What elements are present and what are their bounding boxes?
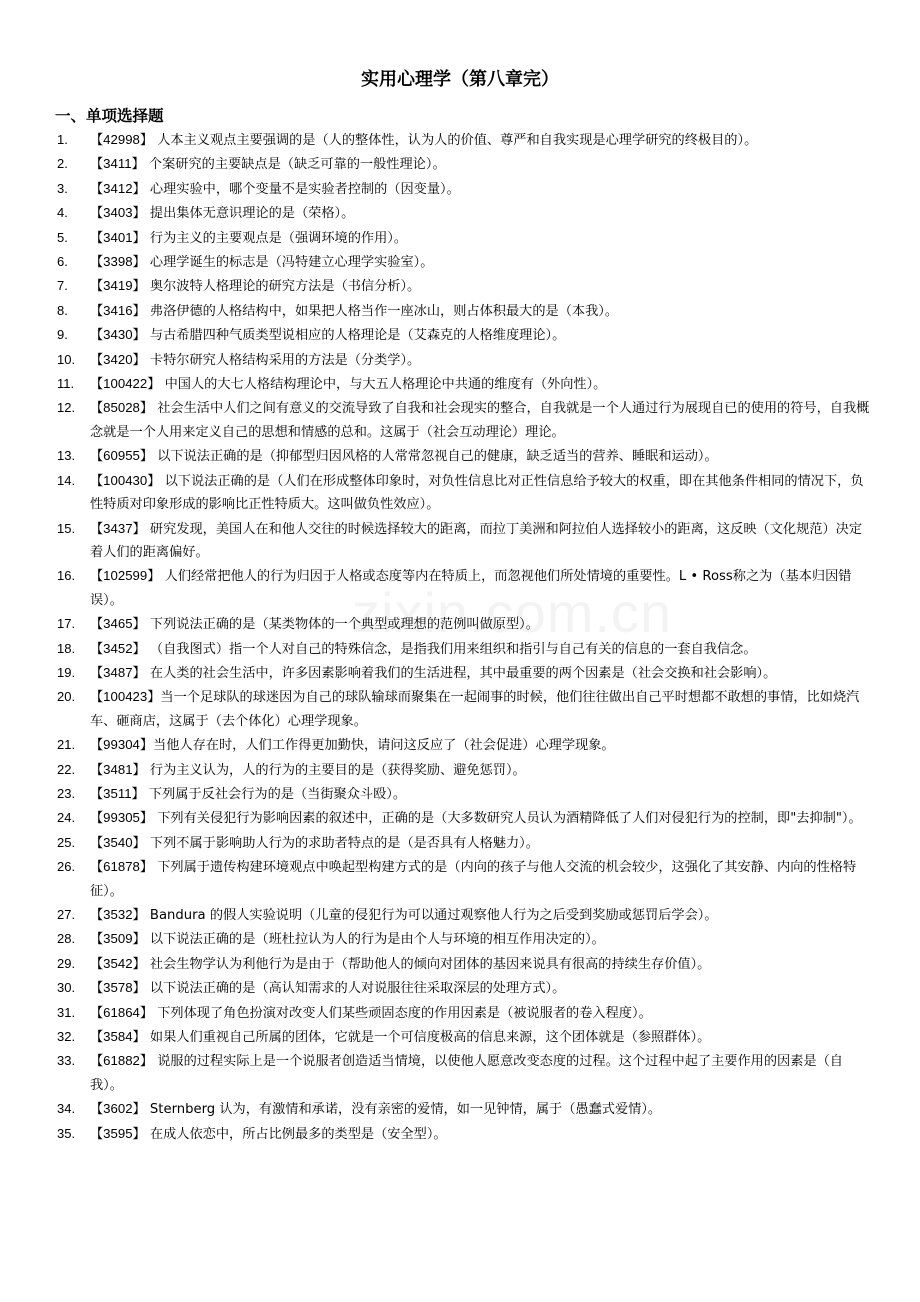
question-number: 1. xyxy=(57,132,68,147)
question-item xyxy=(0,323,920,347)
question-number: 23. xyxy=(57,785,76,801)
question-text: 当一个足球队的球迷因为自己的球队输球而聚集在一起闹事的时候，他们往往做出自己平时想都不敢想的事情，比如烧汽车、砸商店，这属于（去个体化）心理学现象。 xyxy=(90,690,860,729)
question-code: 【3602】 xyxy=(90,1101,146,1117)
question-item xyxy=(0,1122,920,1146)
question-number: 31. xyxy=(57,1004,76,1020)
question-number: 4. xyxy=(57,205,68,221)
question-number: 8. xyxy=(57,302,68,318)
question-item xyxy=(0,299,920,323)
question-number: 15. xyxy=(57,520,76,536)
question-item xyxy=(0,855,920,903)
question-number: 35. xyxy=(57,1125,76,1141)
question-code: 【3420】 xyxy=(90,351,146,367)
question-item xyxy=(0,517,920,565)
question-code: 【3419】 xyxy=(90,278,146,294)
question-text: 心理实验中，哪个变量不是实验者控制的（因变量）。 xyxy=(145,181,460,197)
question-number: 21. xyxy=(57,737,76,753)
question-text: 中国人的大七人格结构理论中，与大五人格理论中共通的维度有（外向性）。 xyxy=(160,377,607,393)
question-code: 【3584】 xyxy=(90,1029,146,1045)
question-number: 10. xyxy=(57,351,76,367)
question-item xyxy=(0,274,920,298)
question-number: 9. xyxy=(57,327,68,343)
question-item xyxy=(0,1049,920,1097)
question-item xyxy=(0,927,920,951)
question-code: 【42998】 xyxy=(90,132,154,147)
question-text: Bandura 的假人实验说明（儿童的侵犯行为可以通过观察他人行为之后受到奖励或惩罚后学会）。 xyxy=(145,908,718,923)
question-code: 【3401】 xyxy=(90,229,146,245)
question-item xyxy=(0,758,920,782)
question-number: 7. xyxy=(57,278,68,294)
question-number: 17. xyxy=(57,616,76,632)
question-text: 奥尔波特人格理论的研究方法是（书信分析）。 xyxy=(145,279,421,295)
question-code: 【3595】 xyxy=(90,1125,146,1141)
question-text: 下列不属于影响助人行为的求助者特点的是（是否具有人格魅力）。 xyxy=(145,835,539,851)
document-title: 实用心理学（第八章完） xyxy=(361,69,559,90)
question-number: 5. xyxy=(57,229,68,245)
question-code: 【61864】 xyxy=(90,1004,154,1020)
question-number: 25. xyxy=(57,834,76,850)
question-code: 【99305】 xyxy=(90,810,154,826)
question-code: 【61882】 xyxy=(90,1053,154,1069)
question-code: 【3542】 xyxy=(90,955,146,971)
question-code: 【3398】 xyxy=(90,254,146,270)
question-text: 社会生物学认为利他行为是由于（帮助他人的倾向对团体的基因来说具有很高的持续生存价值）。 xyxy=(145,956,711,972)
question-number: 24. xyxy=(57,810,76,826)
question-item xyxy=(0,952,920,976)
question-text: 卡特尔研究人格结构采用的方法是（分类学）。 xyxy=(145,352,421,368)
question-item xyxy=(0,733,920,757)
question-text: 行为主义的主要观点是（强调环境的作用）。 xyxy=(145,230,408,246)
question-code: 【85028】 xyxy=(90,400,154,416)
question-text: 以下说法正确的是（班杜拉认为人的行为是由个人与环境的相互作用决定的）。 xyxy=(145,932,605,948)
question-number: 20. xyxy=(57,689,76,705)
question-text: 人本主义观点主要强调的是（人的整体性，认为人的价值、尊严和自我实现是心理学研究的终极目的）。 xyxy=(153,133,758,148)
question-number: 11. xyxy=(57,376,75,392)
question-item xyxy=(0,903,920,927)
question-number: 16. xyxy=(57,568,76,584)
question-code: 【3412】 xyxy=(90,180,146,196)
question-text: 下列体现了角色扮演对改变人们某些顽固态度的作用因素是（被说服者的卷入程度）。 xyxy=(153,1005,652,1021)
question-text: 以下说法正确的是（人们在形成整体印象时，对负性信息比对正性信息给予较大的权重，即在其他条件相同的情况下，负性特质对印象形成的影响比正性特质大。这叫做负性效应）。 xyxy=(90,473,864,513)
question-number: 12. xyxy=(57,400,76,416)
question-text: 当他人存在时，人们工作得更加勤快，请问这反应了（社会促进）心理学现象。 xyxy=(153,738,615,754)
question-item xyxy=(0,1097,920,1121)
question-text: 提出集体无意识理论的是（荣格）。 xyxy=(145,206,355,222)
question-item xyxy=(0,976,920,1000)
question-code: 【100430】 xyxy=(90,472,161,488)
question-number: 2. xyxy=(57,156,68,172)
question-code: 【3465】 xyxy=(90,616,146,632)
question-item xyxy=(0,226,920,250)
section-heading: 一、单项选择题 xyxy=(55,107,164,125)
question-item xyxy=(0,612,920,636)
question-list xyxy=(0,128,920,1146)
question-number: 29. xyxy=(57,955,76,971)
question-text: 下列属于反社会行为的是（当街聚众斗殴）。 xyxy=(144,786,407,802)
question-item xyxy=(0,564,920,612)
question-text: 研究发现，美国人在和他人交往的时候选择较大的距离，而拉丁美洲和阿拉伯人选择较小的距离，这反映（文化规范）决定着人们的距离偏好。 xyxy=(90,521,863,560)
question-code: 【3411】 xyxy=(90,156,145,172)
question-text: 说服的过程实际上是一个说服者创造适当情境，以使他人愿意改变态度的过程。这个过程中起了主要作用的因素是（自我）。 xyxy=(90,1054,843,1093)
question-text: 下列属于遗传构建环境观点中唤起型构建方式的是（内向的孩子与他人交流的机会较少，这强化了其安静、内向的性格特征）。 xyxy=(90,860,857,899)
question-item xyxy=(0,637,920,661)
question-item xyxy=(0,250,920,274)
question-text: 人们经常把他人的行为归因于人格或态度等内在特质上，而忽视他们所处情境的重要性。L • Ross称之为（基本归因错误）。 xyxy=(90,569,852,608)
question-item xyxy=(0,685,920,733)
question-code: 【3578】 xyxy=(90,980,146,996)
question-number: 14. xyxy=(57,472,76,488)
question-code: 【3509】 xyxy=(90,931,146,947)
question-text: 社会生活中人们之间有意义的交流导致了自我和社会现实的整合，自我就是一个人通过行为展现自已的使用的符号，自我概念就是一个人用来定义自己的思想和情感的总和。这属于（社会互动理论）理论。 xyxy=(90,401,870,440)
question-code: 【3511】 xyxy=(90,785,145,801)
question-text: 心理学诞生的标志是（冯特建立心理学实验室）。 xyxy=(145,255,434,271)
question-code: 【3430】 xyxy=(90,327,146,343)
question-item xyxy=(0,152,920,176)
question-item xyxy=(0,201,920,225)
question-number: 13. xyxy=(57,448,76,464)
question-code: 【60955】 xyxy=(90,448,154,464)
question-code: 【3481】 xyxy=(90,761,146,777)
question-number: 3. xyxy=(57,180,68,196)
question-text: 以下说法正确的是（抑郁型归因风格的人常常忽视自己的健康，缺乏适当的营养、睡眠和运动）。 xyxy=(153,449,718,465)
question-code: 【3540】 xyxy=(90,834,146,850)
question-number: 33. xyxy=(57,1053,76,1069)
question-text: 下列说法正确的是（某类物体的一个典型或理想的范例叫做原型）。 xyxy=(145,617,539,633)
question-code: 【3487】 xyxy=(90,664,146,680)
question-text: 在成人依恋中，所占比例最多的类型是（安全型）。 xyxy=(145,1126,447,1142)
question-number: 27. xyxy=(57,907,76,922)
question-code: 【61878】 xyxy=(90,859,154,875)
question-item xyxy=(0,1001,920,1025)
question-item xyxy=(0,348,920,372)
question-code: 【3452】 xyxy=(90,640,146,656)
question-item xyxy=(0,444,920,468)
question-text: 与古希腊四种气质类型说相应的人格理论是（艾森克的人格维度理论）。 xyxy=(145,328,566,344)
question-item xyxy=(0,177,920,201)
question-number: 32. xyxy=(57,1029,76,1045)
question-number: 19. xyxy=(57,664,76,680)
question-number: 26. xyxy=(57,859,76,875)
question-text: 行为主义认为，人的行为的主要目的是（获得奖励、避免惩罚）。 xyxy=(145,762,526,778)
question-code: 【99304】 xyxy=(90,737,154,753)
question-item xyxy=(0,806,920,830)
question-code: 【100423】 xyxy=(90,689,161,705)
question-number: 6. xyxy=(57,254,68,270)
question-item xyxy=(0,661,920,685)
question-item xyxy=(0,782,920,806)
question-code: 【3403】 xyxy=(90,205,146,221)
question-code: 【100422】 xyxy=(90,376,161,392)
question-code: 【3532】 xyxy=(90,907,146,922)
question-number: 30. xyxy=(57,980,76,996)
question-code: 【3437】 xyxy=(90,520,146,536)
question-number: 22. xyxy=(57,761,76,777)
question-number: 18. xyxy=(57,640,76,656)
question-item xyxy=(0,128,920,152)
question-code: 【3416】 xyxy=(90,302,146,318)
question-item xyxy=(0,469,920,517)
question-item xyxy=(0,1025,920,1049)
question-text: （自我图式）指一个人对自己的特殊信念，是指我们用来组织和指引与自己有关的信息的一套自我信念。 xyxy=(145,641,757,657)
question-text: 以下说法正确的是（高认知需求的人对说服往往采取深层的处理方式）。 xyxy=(145,981,566,997)
question-text: 个案研究的主要缺点是（缺乏可靠的一般性理论）。 xyxy=(144,157,446,173)
question-item xyxy=(0,831,920,855)
question-number: 34. xyxy=(57,1101,76,1117)
question-text: 在人类的社会生活中，许多因素影响着我们的生活进程，其中最重要的两个因素是（社会交换和社会影响）。 xyxy=(145,665,777,681)
question-code: 【102599】 xyxy=(90,568,161,584)
question-text: 如果人们重视自己所属的团体，它就是一个可信度极高的信息来源，这个团体就是（参照群体）。 xyxy=(145,1030,711,1046)
question-text: Sternberg 认为，有激情和承诺，没有亲密的爱情，如一见钟情，属于（愚蠢式爱情）。 xyxy=(145,1102,662,1118)
question-text: 弗洛伊德的人格结构中，如果把人格当作一座冰山，则占体积最大的是（本我）。 xyxy=(145,303,619,319)
question-item xyxy=(0,372,920,396)
question-text: 下列有关侵犯行为影响因素的叙述中，正确的是（大多数研究人员认为酒精降低了人们对侵犯行为的控制，即"去抑制"）。 xyxy=(153,811,862,827)
question-number: 28. xyxy=(57,931,76,947)
question-item xyxy=(0,396,920,444)
